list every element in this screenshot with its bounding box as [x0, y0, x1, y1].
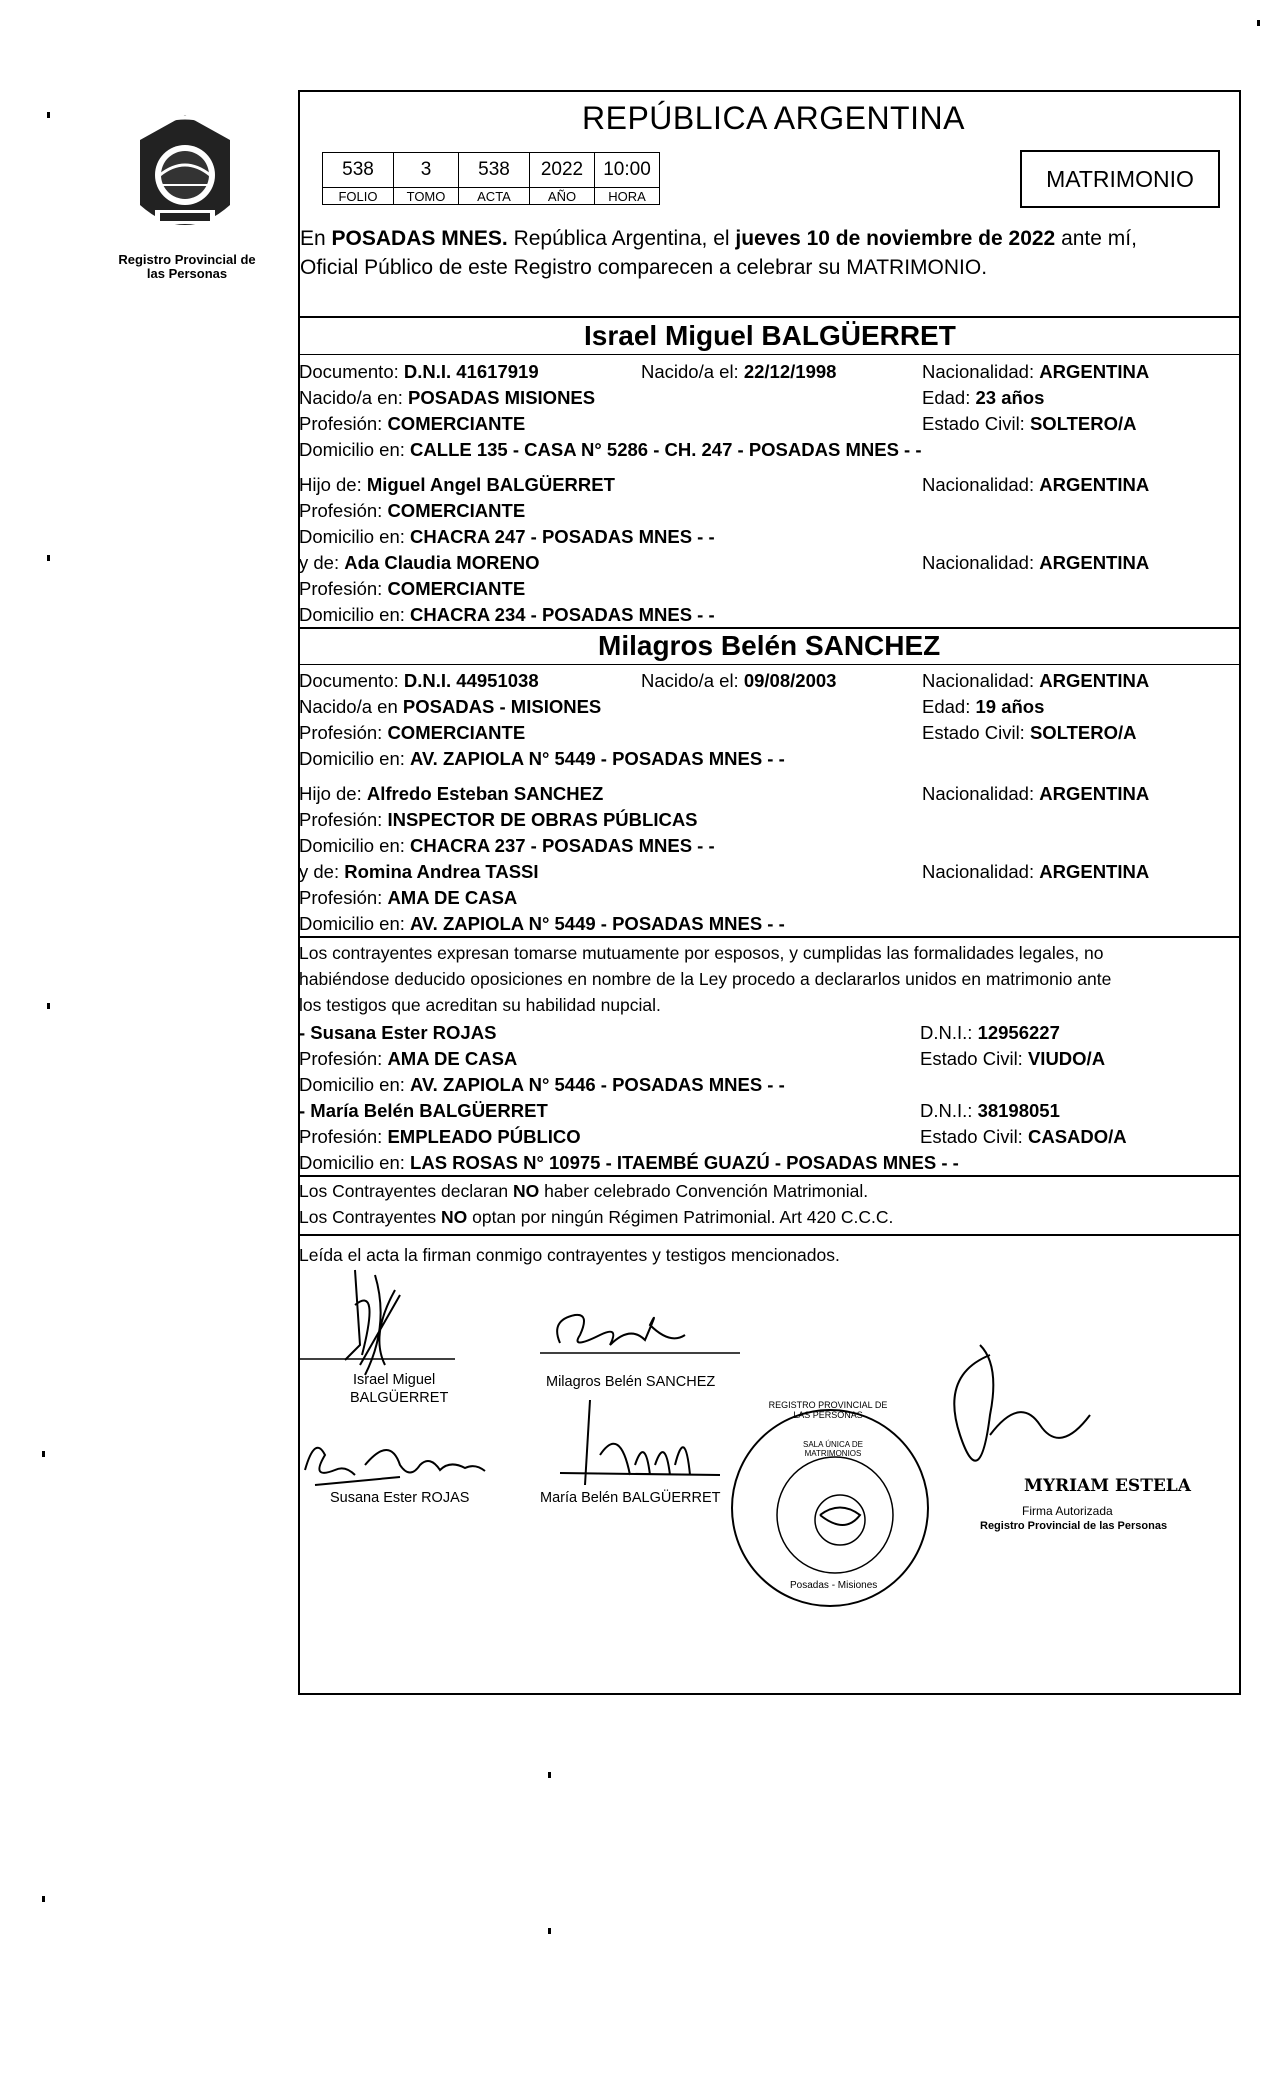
official-name: MYRIAM ESTELA — [1024, 1476, 1191, 1496]
spouse2-profession: Profesión: COMERCIANTE — [299, 722, 526, 743]
year-label: AÑO — [530, 188, 595, 205]
spouse1-mother: y de: Ada Claudia MORENO — [299, 552, 540, 573]
spouse2-mother-nationality: Nacionalidad: ARGENTINA — [922, 861, 1150, 882]
tomo-label: TOMO — [394, 188, 459, 205]
closing-statement: Leída el acta la firman conmigo contrayentes y testigos mencionados. — [299, 1245, 840, 1265]
scan-mark — [42, 1451, 45, 1457]
divider — [298, 354, 1241, 355]
spouse1-document: Documento: D.N.I. 41617919 — [299, 361, 539, 382]
tomo-value: 3 — [394, 153, 459, 188]
declaration-line-1: Los contrayentes expresan tomarse mutuamente por esposos, y cumplidas las formalidades legales, no — [299, 943, 1104, 963]
acta-label: ACTA — [459, 188, 530, 205]
signature-2-mark — [557, 1315, 685, 1345]
scan-mark — [1257, 20, 1260, 26]
spouse1-nationality: Nacionalidad: ARGENTINA — [922, 361, 1150, 382]
stamp-outer-text: REGISTRO PROVINCIAL DE LAS PERSONAS — [768, 1400, 888, 1420]
witness2-name: - María Belén BALGÜERRET — [299, 1100, 548, 1121]
scan-mark — [548, 1928, 551, 1934]
divider — [298, 1234, 1241, 1236]
spouse1-age: Edad: 23 años — [922, 387, 1045, 408]
witness1-profession: Profesión: AMA DE CASA — [299, 1048, 518, 1069]
spouse1-father-nationality: Nacionalidad: ARGENTINA — [922, 474, 1150, 495]
signature-2-name: Milagros Belén SANCHEZ — [546, 1374, 716, 1390]
signature-1-name-line-2: BALGÜERRET — [350, 1390, 449, 1406]
witness2-address: Domicilio en: LAS ROSAS N° 10975 - ITAEMBÉ GUAZÚ - POSADAS MNES - - — [299, 1152, 959, 1173]
spouse2-nationality: Nacionalidad: ARGENTINA — [922, 670, 1150, 691]
signatures-area — [300, 1265, 1260, 1685]
witness2-dni: D.N.I.: 38198051 — [920, 1100, 1060, 1121]
spouse2-age: Edad: 19 años — [922, 696, 1045, 717]
intro-line-1: En POSADAS MNES. República Argentina, el jueves 10 de noviembre de 2022 ante mí, — [300, 227, 1137, 250]
spouse2-civil-status: Estado Civil: SOLTERO/A — [922, 722, 1137, 743]
signature-1-name-line-1: Israel Miguel — [353, 1372, 436, 1388]
hour-value: 10:00 — [595, 153, 660, 188]
provincial-seal-icon — [130, 110, 240, 250]
act-type-box: MATRIMONIO — [1020, 150, 1220, 208]
witness2-civil-status: Estado Civil: CASADO/A — [920, 1126, 1127, 1147]
convention-line-1: Los Contrayentes declaran NO haber celebrado Convención Matrimonial. — [299, 1181, 869, 1201]
official-signature-mark — [954, 1345, 1090, 1461]
registry-logo-caption: Registro Provincial de las Personas — [118, 252, 256, 281]
spouse2-address: Domicilio en: AV. ZAPIOLA N° 5449 - POSADAS MNES - - — [299, 748, 785, 769]
scan-mark — [47, 555, 50, 561]
spouse1-father-profession: Profesión: COMERCIANTE — [299, 500, 526, 521]
spouse2-mother-address: Domicilio en: AV. ZAPIOLA N° 5449 - POSADAS MNES - - — [299, 913, 785, 934]
divider — [298, 936, 1241, 938]
acta-value: 538 — [459, 153, 530, 188]
spouse2-father-address: Domicilio en: CHACRA 237 - POSADAS MNES - - — [299, 835, 715, 856]
signature-4-name: María Belén BALGÜERRET — [540, 1490, 721, 1506]
spouse2-name: Milagros Belén SANCHEZ — [598, 630, 941, 661]
spouse1-birthplace: Nacido/a en: POSADAS MISIONES — [299, 387, 596, 408]
scan-mark — [47, 112, 50, 118]
scan-mark — [548, 1772, 551, 1778]
spouse1-birthdate: Nacido/a el: 22/12/1998 — [641, 361, 837, 382]
signature-4-mark — [560, 1400, 720, 1485]
spouse1-mother-nationality: Nacionalidad: ARGENTINA — [922, 552, 1150, 573]
spouse2-document: Documento: D.N.I. 44951038 — [299, 670, 539, 691]
registry-logo — [130, 110, 240, 250]
declaration-line-3: los testigos que acreditan su habilidad nupcial. — [299, 995, 661, 1015]
spouse2-father-profession: Profesión: INSPECTOR DE OBRAS PÚBLICAS — [299, 809, 698, 830]
spouse2-birthdate: Nacido/a el: 09/08/2003 — [641, 670, 837, 691]
spouse1-father-address: Domicilio en: CHACRA 247 - POSADAS MNES - - — [299, 526, 715, 547]
scan-mark — [42, 1896, 45, 1902]
official-org: Registro Provincial de las Personas — [980, 1520, 1168, 1532]
witness1-dni: D.N.I.: 12956227 — [920, 1022, 1060, 1043]
spouse1-civil-status: Estado Civil: SOLTERO/A — [922, 413, 1137, 434]
convention-line-2: Los Contrayentes NO optan por ningún Régimen Patrimonial. Art 420 C.C.C. — [299, 1207, 894, 1227]
signature-3-name: Susana Ester ROJAS — [330, 1490, 470, 1506]
folio-label: FOLIO — [323, 188, 394, 205]
spouse1-name: Israel Miguel BALGÜERRET — [584, 320, 956, 351]
witness1-address: Domicilio en: AV. ZAPIOLA N° 5446 - POSADAS MNES - - — [299, 1074, 785, 1095]
divider — [298, 1175, 1241, 1177]
intro-line-2: Oficial Público de este Registro comparecen a celebrar su MATRIMONIO. — [300, 256, 988, 279]
hour-label: HORA — [595, 188, 660, 205]
witness1-civil-status: Estado Civil: VIUDO/A — [920, 1048, 1106, 1069]
spouse2-father: Hijo de: Alfredo Esteban SANCHEZ — [299, 783, 604, 804]
divider — [298, 627, 1241, 629]
stamp-inner-text: SALA ÚNICA DE MATRIMONIOS — [802, 1440, 864, 1458]
country-title: REPÚBLICA ARGENTINA — [582, 100, 965, 136]
scan-mark — [47, 1003, 50, 1009]
spouse1-father: Hijo de: Miguel Angel BALGÜERRET — [299, 474, 615, 495]
spouse2-birthplace: Nacido/a en POSADAS - MISIONES — [299, 696, 602, 717]
spouse1-mother-profession: Profesión: COMERCIANTE — [299, 578, 526, 599]
folio-value: 538 — [323, 153, 394, 188]
spouse1-profession: Profesión: COMERCIANTE — [299, 413, 526, 434]
official-role: Firma Autorizada — [1022, 1504, 1113, 1518]
spouse2-father-nationality: Nacionalidad: ARGENTINA — [922, 783, 1150, 804]
witness2-profession: Profesión: EMPLEADO PÚBLICO — [299, 1126, 581, 1147]
signature-3-mark — [305, 1448, 485, 1485]
divider — [298, 664, 1241, 665]
declaration-line-2: habiéndose deducido oposiciones en nombre de la Ley procedo a declararlos unidos en matrimonio ante — [299, 969, 1112, 989]
spouse1-mother-address: Domicilio en: CHACRA 234 - POSADAS MNES - - — [299, 604, 715, 625]
year-value: 2022 — [530, 153, 595, 188]
divider — [298, 316, 1241, 318]
spouse2-mother: y de: Romina Andrea TASSI — [299, 861, 539, 882]
spouse1-address: Domicilio en: CALLE 135 - CASA N° 5286 - CH. 247 - POSADAS MNES - - — [299, 439, 922, 460]
spouse2-mother-profession: Profesión: AMA DE CASA — [299, 887, 518, 908]
registry-fields-table — [322, 152, 660, 205]
witness1-name: - Susana Ester ROJAS — [299, 1022, 497, 1043]
stamp-bottom-text: Posadas - Misiones — [790, 1580, 878, 1591]
